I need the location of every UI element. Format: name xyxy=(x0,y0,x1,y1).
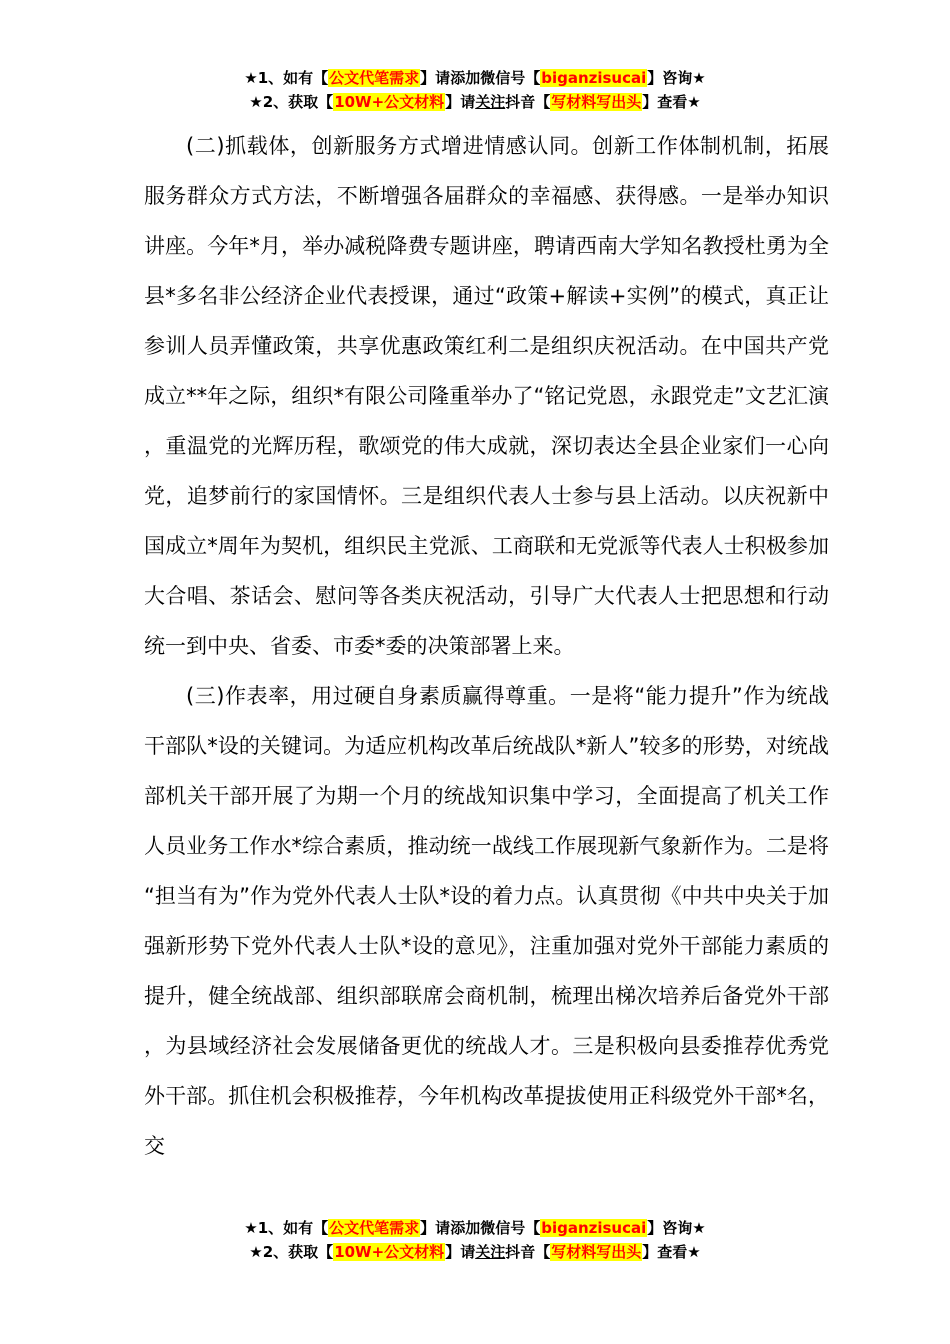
banner-line-1 xyxy=(0,1216,950,1240)
footer-banner xyxy=(0,1216,950,1264)
banner-text: 】查看★ xyxy=(642,93,701,111)
paragraph: (二)抓载体，创新服务方式增进情感认同。创新工作体制机制，拓展服务群众方式方法，不断增强各届群众的幸福感、获得感。一是举办知识讲座。今年*月，举办减税降费专题讲座，聘请西南大学知名教授杜勇为全县*多名非公经济企业代表授课，通过“政策+解读+实例”的模式，真正让参训人员弄懂政策，共享优惠政策红利二是组织庆祝活动。在中国共产党成立**年之际，组织*有限公司隆重举办了“铭记党恩，永跟党走”文艺汇演，重温党的光辉历程，歌颂党的伟大成就，深切表达全县企业家们一心向党，追梦前行的家国情怀。三是组织代表人士参与县上活动。以庆祝新中国成立*周年为契机，组织民主党派、工商联和无党派等代表人士积极参加大合唱、茶话会、慰问等各类庆祝活动，引导广大代表人士把思想和行动统一到中央、省委、市委*委的决策部署上来。 xyxy=(144,134,829,658)
banner-text: 】请 xyxy=(445,93,476,111)
highlight-text: 写材料写出头 xyxy=(551,93,642,111)
highlight-text: 10W+公文材料 xyxy=(334,93,445,111)
highlight-text: 公文代笔需求 xyxy=(329,1219,420,1237)
paragraph: (三)作表率，用过硬自身素质赢得尊重。一是将“能力提升”作为统战干部队*设的关键词。为适应机构改革后统战队*新人”较多的形势，对统战部机关干部开展了为期一个月的统战知识集中学习，全面提高了机关工作人员业务工作水*综合素质，推动统一战线工作展现新气象新作为。二是将“担当有为”作为党外代表人士队*设的着力点。认真贯彻《中共中央关于加强新形势下党外代表人士队*设的意见》，注重加强对党外干部能力素质的提升，健全统战部、组织部联席会商机制，梳理出梯次培养后备党外干部，为县域经济社会发展储备更优的统战人才。三是积极向县委推荐优秀党外干部。抓住机会积极推荐，今年机构改革提拔使用正科级党外干部*名，交 xyxy=(144,684,829,1158)
banner-text: 添加 xyxy=(450,1219,481,1237)
header-banner xyxy=(0,66,950,114)
banner-text: 抖音【 xyxy=(505,1243,551,1261)
banner-line-1 xyxy=(0,66,950,90)
highlight-text: biganzisucai xyxy=(541,1219,647,1237)
banner-text: ★2、获取【 xyxy=(249,1243,334,1261)
document-body xyxy=(144,121,829,1171)
banner-text: ★1、如有【 xyxy=(244,1219,329,1237)
banner-text: ★2、获取【 xyxy=(249,93,334,111)
banner-line-2 xyxy=(0,1240,950,1264)
banner-text: 】请 xyxy=(445,1243,476,1261)
banner-text: 关注 xyxy=(475,93,506,111)
highlight-text: 写材料写出头 xyxy=(551,1243,642,1261)
banner-text: 微信号【 xyxy=(480,69,541,87)
banner-text: 微信号【 xyxy=(480,1219,541,1237)
banner-text: 】请 xyxy=(420,1219,451,1237)
banner-text: 】查看★ xyxy=(642,1243,701,1261)
highlight-text: 10W+公文材料 xyxy=(334,1243,445,1261)
banner-line-2 xyxy=(0,90,950,114)
banner-text: 关注 xyxy=(475,1243,506,1261)
banner-text: 】咨询★ xyxy=(647,1219,706,1237)
banner-text: 】咨询★ xyxy=(647,69,706,87)
highlight-text: biganzisucai xyxy=(541,69,647,87)
banner-text: 抖音【 xyxy=(505,93,551,111)
highlight-text: 公文代笔需求 xyxy=(329,69,420,87)
banner-text: 添加 xyxy=(450,69,481,87)
banner-text: 】请 xyxy=(420,69,451,87)
banner-text: ★1、如有【 xyxy=(244,69,329,87)
